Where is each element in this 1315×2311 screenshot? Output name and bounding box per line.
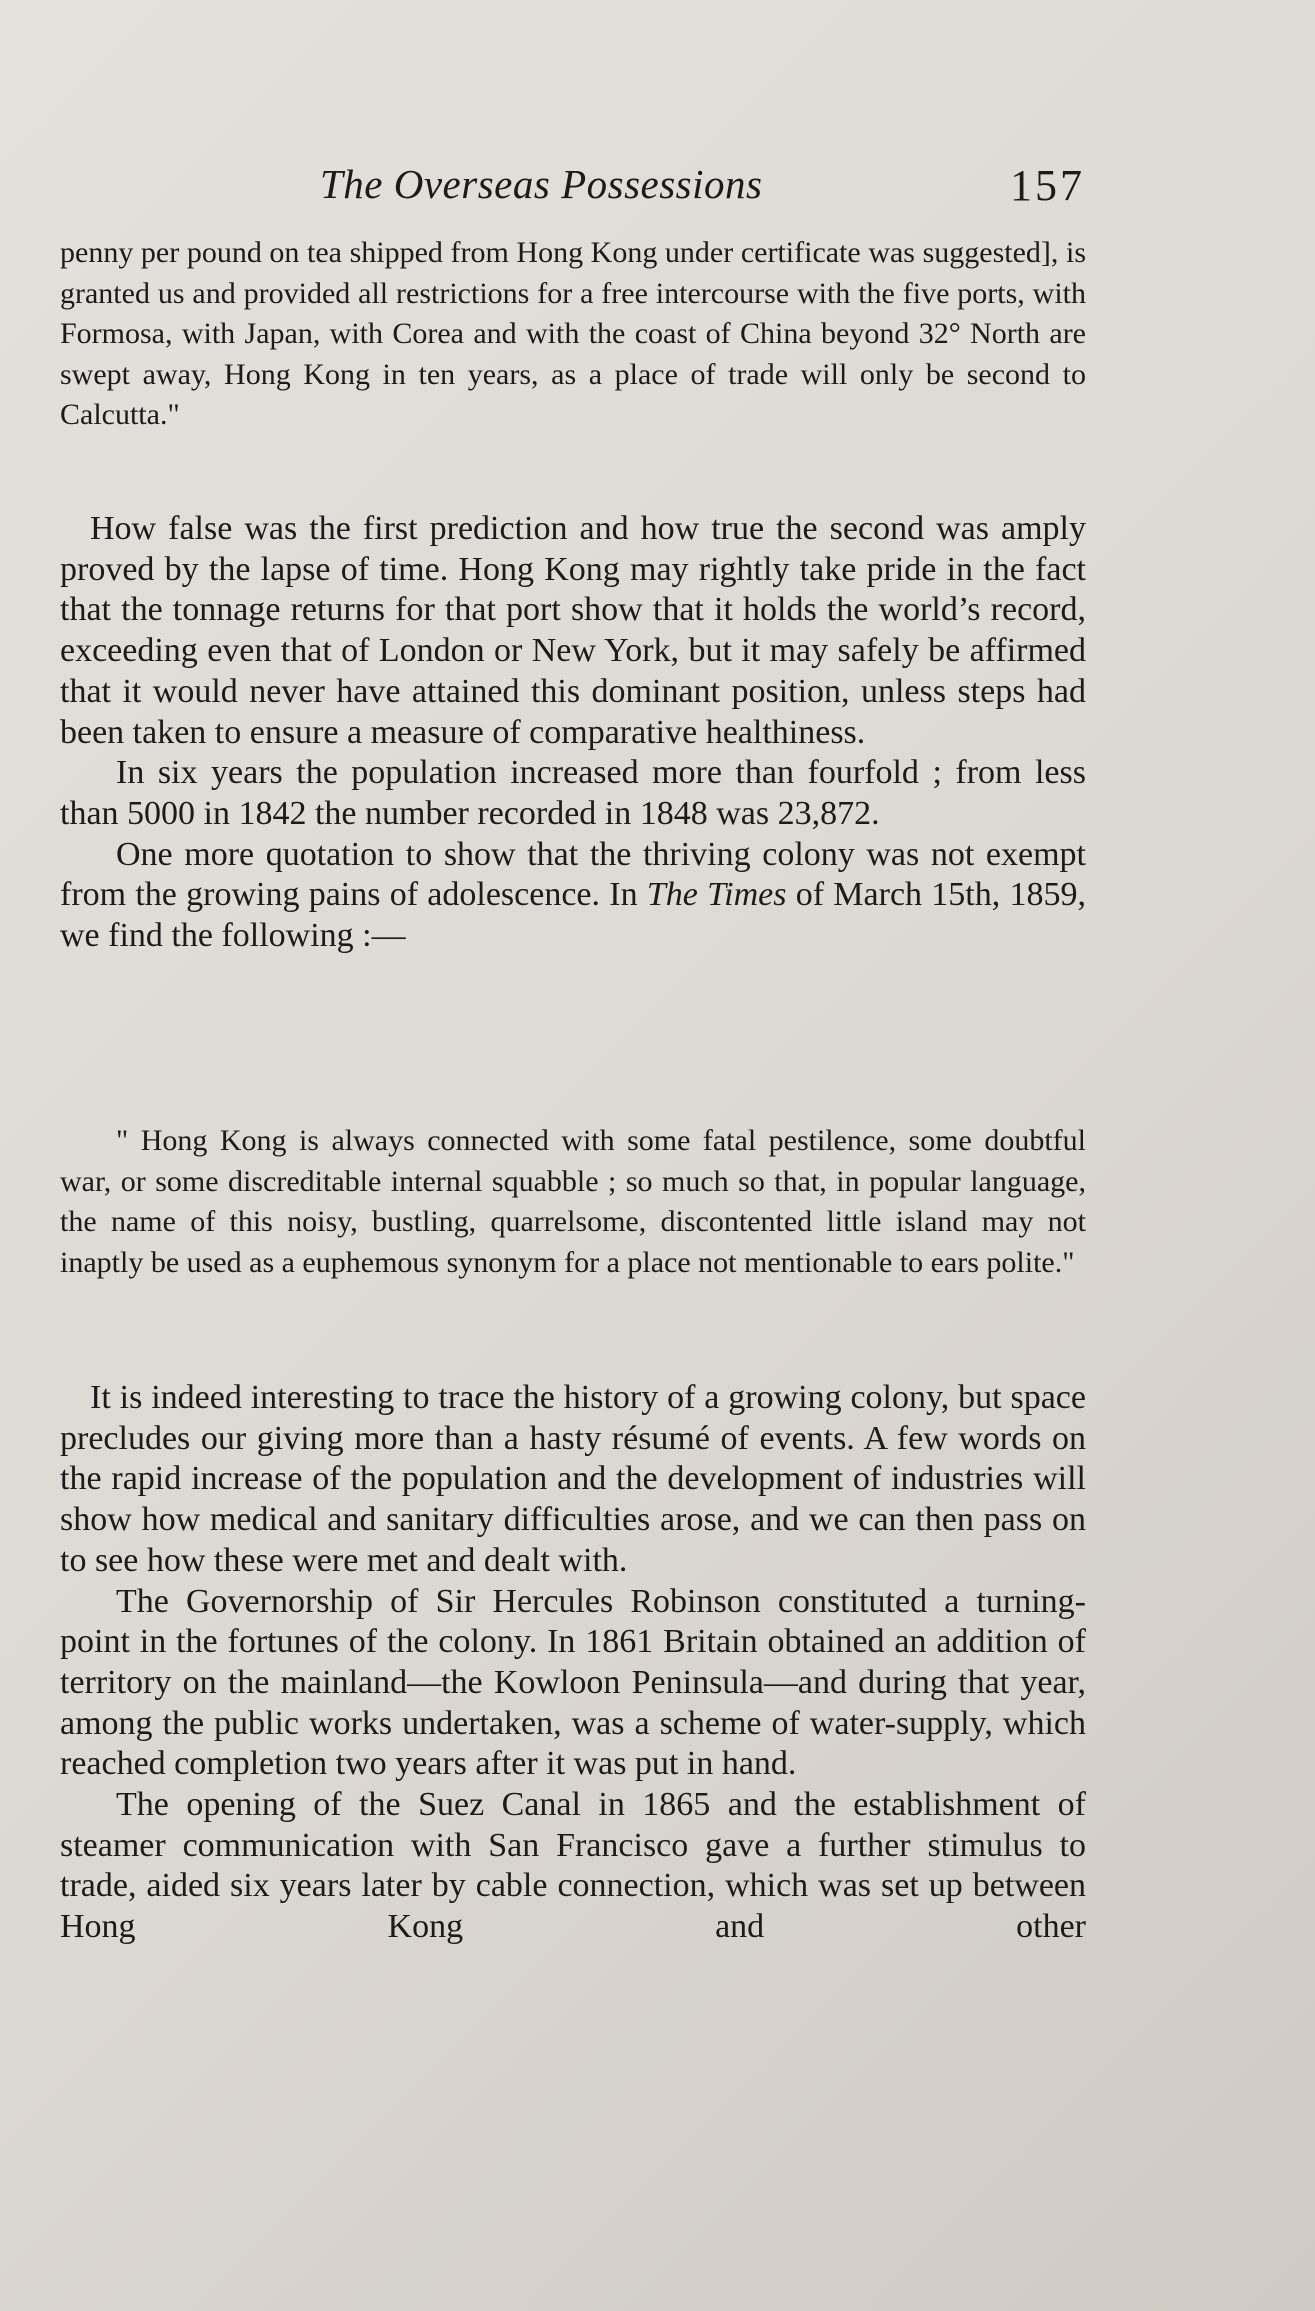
- running-title: The Overseas Possessions: [320, 161, 763, 207]
- block-quote: [60, 1121, 1086, 1283]
- opening-paragraph: penny per pound on tea shipped from Hong Kong under certificate was suggested], is granted us and provided all restrictions for a free intercourse with the five ports, with Formosa, with Japan, with Corea and with the coast of China beyond 32° North are swept away, Hong Kong in ten years, as a place of trade will only be second to Calcutta.": [60, 236, 1086, 431]
- times-text-before: One more quotation to show that the thriving colony was not exempt from the growing pains of adolescence. In: [60, 835, 1086, 914]
- paragraph-governorship: The Governorship of Sir Hercules Robinson constituted a turning-point in the fortunes of the colony. In 1861 Britain obtained an addition of territory on the mainland—the Kowloon Peninsula—and during that year, among the public works undertaken, was a scheme of water-supply, which reached completion two years after it was put in hand.: [60, 1582, 1086, 1783]
- paragraph-prediction: How false was the first prediction and how true the second was amply proved by the lapse of time. Hong Kong may rightly take pride in the fact that the tonnage returns for that port show that it holds the world’s record, exceeding even that of London or New York, but it may safely be affirmed that it would never have attained this dominant position, unless steps had been taken to ensure a measure of comparative healthiness.: [60, 510, 1086, 751]
- paragraph-population: In six years the population increased more than fourfold ; from less than 5000 in 1842 the number recorded in 1848 was 23,872.: [60, 754, 1086, 832]
- times-title: The Times: [646, 876, 787, 914]
- paragraph-suez: The opening of the Suez Canal in 1865 and the establishment of steamer communication with San Francisco gave a further stimulus to trade, aided six years later by cable connection, which was set up between Hong Kong and other: [60, 1786, 1086, 1946]
- page-number: 157: [1010, 161, 1085, 210]
- quote-text: " Hong Kong is always connected with some fatal pestilence, some doubtful war, or some discreditable internal squabble ; so much so that, in popular language, the name of this noisy, bustling, quarrelsome, discontented little island may not inaptly be used as a euphemous synonym for a place not mentionable to ears polite.": [60, 1124, 1086, 1279]
- opening-quotation: [60, 233, 1086, 436]
- paragraph-history: It is indeed interesting to trace the history of a growing colony, but space precludes our giving more than a hasty résumé of events. A few words on the rapid increase of the population and the development of industries will show how medical and sanitary difficulties arose, and we can then pass on to see how these were met and dealt with.: [60, 1379, 1086, 1579]
- main-text-1: [60, 509, 1086, 957]
- times-text-after: of March 15th, 1859, we find the following :—: [60, 876, 1086, 955]
- main-text-2: [60, 1378, 1086, 1948]
- running-head: [60, 160, 1085, 220]
- paragraph-times: [60, 835, 1086, 957]
